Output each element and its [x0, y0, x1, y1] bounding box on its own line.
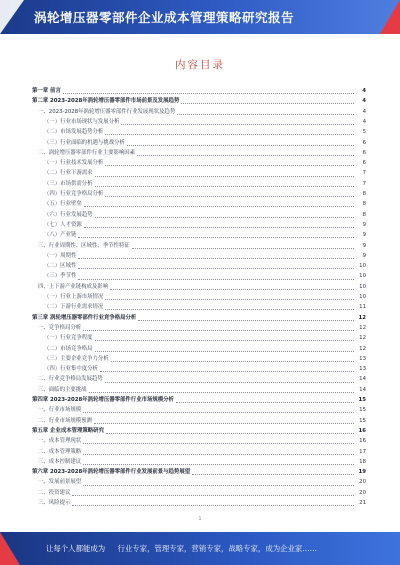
- toc-entry-page: 13: [359, 366, 366, 373]
- toc-leader-dots: [105, 134, 354, 135]
- toc-entry-page: 18: [359, 458, 366, 465]
- toc-leader-dots: [78, 279, 354, 280]
- toc-leader-dots: [95, 351, 354, 352]
- toc-entry-page: 8: [362, 191, 366, 197]
- toc-entry-page: 10: [359, 283, 366, 290]
- toc-entry-page: 15: [358, 397, 366, 403]
- toc-entry[interactable]: [38, 489, 366, 498]
- toc-entry-label: 一、发展前景展望: [38, 479, 82, 486]
- toc-entry-page: 4: [362, 88, 366, 94]
- toc-entry-page: 9: [362, 242, 366, 249]
- toc-entry[interactable]: [38, 283, 366, 292]
- toc-leader-dots: [177, 114, 354, 115]
- toc-entry[interactable]: [38, 375, 366, 384]
- toc-leader-dots: [132, 248, 354, 249]
- footer-slogan: [46, 543, 386, 554]
- toc-entry-label: 一、成本管理现状: [38, 438, 82, 445]
- toc-entry-label: （一）行业竞争程度: [44, 335, 93, 342]
- toc-entry-page: 6: [362, 139, 366, 146]
- toc-entry-label: 第四章 2023-2028年涡轮增压器零部件行业市场规模分析: [32, 397, 174, 403]
- toc-entry[interactable]: [38, 437, 366, 446]
- toc-entry-label: 第三章 涡轮增压器零部件行业竞争格局分析: [32, 314, 137, 321]
- toc-entry-label: （三）主要企业竞争力分析: [44, 355, 109, 362]
- toc-entry[interactable]: [44, 221, 366, 230]
- toc-entry-page: 14: [359, 386, 366, 393]
- toc-entry-page: 14: [359, 376, 366, 383]
- toc-entry[interactable]: [38, 478, 366, 487]
- toc-leader-dots: [176, 402, 354, 403]
- toc-leader-dots: [89, 392, 354, 393]
- toc-entry-page: 4: [362, 98, 366, 105]
- page-number: 1: [198, 516, 202, 522]
- toc-entry-label: 第二章 2023-2028年涡轮增压器零部件市场前景及发展趋势: [32, 98, 180, 105]
- footer-slogan-sub: 行业专家，管理专家，营销专家，战略专家，成为企业家……: [117, 544, 318, 553]
- toc-leader-dots: [83, 464, 354, 465]
- toc-leader-dots: [137, 155, 354, 156]
- toc-leader-dots: [83, 443, 354, 444]
- toc-leader-dots: [83, 454, 354, 455]
- toc-leader-dots: [127, 145, 354, 146]
- page-header: [0, 0, 400, 34]
- toc-leader-dots: [95, 186, 354, 187]
- toc-leader-dots: [105, 299, 354, 300]
- toc-entry-page: 20: [359, 489, 366, 496]
- toc-entry-page: 4: [362, 118, 366, 125]
- toc-leader-dots: [100, 371, 354, 372]
- toc-entry-label: 四、上下游产业链构成及影响: [38, 283, 109, 290]
- toc-entry-page: 13: [359, 355, 366, 362]
- toc-entry-label: （三）季节性: [44, 273, 77, 280]
- toc-entry-label: （一）周期性: [44, 252, 77, 259]
- toc-entry-page: 7: [362, 170, 366, 177]
- toc-entry[interactable]: [32, 427, 366, 436]
- toc-entry-label: （一）行业上游市场情况: [44, 294, 104, 300]
- toc-entry[interactable]: [44, 169, 366, 178]
- toc-heading: 内容目录: [175, 59, 225, 71]
- toc-leader-dots: [95, 340, 354, 341]
- toc-entry[interactable]: [44, 272, 366, 281]
- toc-leader-dots: [94, 423, 354, 424]
- toc-entry-label: （二）行业下游需求: [44, 170, 93, 177]
- toc-leader-dots: [105, 309, 354, 310]
- toc-entry[interactable]: [38, 149, 366, 158]
- toc-entry[interactable]: [44, 345, 366, 354]
- toc-entry-label: （四）行业竞争格局分析: [44, 191, 104, 197]
- toc-entry[interactable]: [38, 324, 366, 333]
- toc-entry[interactable]: [44, 211, 366, 220]
- toc-leader-dots: [95, 217, 354, 218]
- toc-leader-dots: [72, 505, 354, 506]
- toc-entry-page: 21: [359, 500, 366, 506]
- toc-entry[interactable]: [44, 303, 366, 312]
- toc-entry[interactable]: [38, 499, 366, 508]
- toc-entry-page: 9: [362, 221, 366, 228]
- header-corner-decoration: [0, 0, 24, 34]
- toc-entry[interactable]: [44, 128, 366, 137]
- toc-entry-page: 9: [362, 252, 366, 259]
- toc-entry-page: 15: [359, 417, 366, 424]
- toc-entry-page: 6: [362, 149, 366, 156]
- toc-entry[interactable]: [44, 118, 366, 127]
- toc-entry-label: 一、2023-2028年涡轮增压器零部件行业发展现状及趋势: [38, 108, 176, 115]
- toc-entry[interactable]: [38, 108, 366, 117]
- toc-leader-dots: [105, 196, 354, 197]
- toc-entry-page: 5: [362, 129, 366, 136]
- toc-entry-label: 三、风险提示: [38, 500, 71, 506]
- toc-entry-label: （二）市场竞争格局: [44, 345, 93, 352]
- toc-entry[interactable]: [38, 406, 366, 415]
- toc-entry[interactable]: [44, 190, 366, 199]
- report-title: 涡轮增压器零部件企业成本管理策略研究报告: [34, 10, 295, 25]
- toc-entry-label: 第五章 企业成本管理策略研究: [32, 427, 104, 434]
- toc-entry[interactable]: [32, 87, 366, 96]
- toc-entry-page: 12: [358, 314, 366, 321]
- toc-entry-label: 二、涡轮增压器零部件行业主要影响因素: [38, 149, 136, 156]
- toc-leader-dots: [78, 237, 354, 238]
- toc-leader-dots: [84, 206, 354, 207]
- toc-entry[interactable]: [32, 396, 366, 405]
- toc-leader-dots: [78, 268, 354, 269]
- toc-entry[interactable]: [32, 468, 366, 477]
- toc-entry[interactable]: [38, 458, 366, 467]
- toc-entry[interactable]: [38, 448, 366, 457]
- toc-entry-page: 6: [362, 160, 366, 167]
- toc-entry-page: 10: [359, 263, 366, 270]
- toc-leader-dots: [121, 124, 354, 125]
- toc-entry[interactable]: [44, 355, 366, 364]
- toc-leader-dots: [138, 320, 354, 321]
- toc-entry-label: 第一章 前言: [32, 88, 61, 94]
- toc-entry-label: 二、行业市场规模预测: [38, 417, 92, 424]
- toc-entry-page: 15: [359, 407, 366, 414]
- toc-entry[interactable]: [38, 386, 366, 395]
- toc-entry-page: 12: [359, 324, 366, 331]
- toc-leader-dots: [111, 361, 354, 362]
- toc-leader-dots: [105, 165, 354, 166]
- toc-entry-page: 4: [362, 108, 366, 115]
- toc-entry-label: 三、面临的主要挑战: [38, 386, 87, 393]
- toc-entry[interactable]: [44, 293, 366, 302]
- toc-entry-label: 二、投资建议: [38, 489, 71, 496]
- toc-entry-page: 8: [362, 211, 366, 218]
- toc-leader-dots: [106, 433, 354, 434]
- toc-entry-page: 16: [358, 427, 366, 434]
- toc-entry-page: 12: [359, 335, 366, 342]
- toc-leader-dots: [110, 289, 354, 290]
- page-footer: [0, 532, 400, 565]
- toc-entry-page: 10: [359, 294, 366, 300]
- toc-entry-label: （六）行业发展趋势: [44, 211, 93, 218]
- toc-entry-page: 19: [358, 469, 366, 476]
- toc-entry-label: 三、成本控制建议: [38, 458, 82, 465]
- toc-entry-page: 16: [359, 438, 366, 445]
- toc-leader-dots: [63, 93, 354, 94]
- toc-leader-dots: [192, 474, 354, 475]
- toc-entry-label: 二、行业竞争格局发展趋势: [38, 376, 103, 383]
- toc-entry-label: （三）市场供需分析: [44, 180, 93, 187]
- toc-entry-label: 一、竞争格局分析: [38, 324, 82, 331]
- toc-entry-page: 8: [362, 201, 366, 208]
- toc-leader-dots: [72, 495, 354, 496]
- toc-entry-label: （一）行业技术发展分析: [44, 160, 104, 167]
- toc-entry[interactable]: [44, 334, 366, 343]
- toc-entry[interactable]: [32, 97, 366, 106]
- toc-entry-label: 一、行业市场规模: [38, 407, 82, 414]
- toc-entry-label: 第六章 2023-2028年涡轮增压器零部件行业发展前景与趋势展望: [32, 469, 191, 476]
- toc-entry-label: （七）人才资源: [44, 221, 82, 228]
- toc-leader-dots: [78, 258, 354, 259]
- toc-entry-page: 7: [362, 180, 366, 187]
- toc-entry[interactable]: [44, 262, 366, 271]
- toc-leader-dots: [83, 412, 354, 413]
- toc-entry[interactable]: [44, 231, 366, 240]
- toc-entry-label: （二）区域性: [44, 263, 77, 270]
- toc-entry[interactable]: [44, 159, 366, 168]
- footer-red-accent: [0, 532, 20, 565]
- toc-entry-page: 20: [359, 479, 366, 486]
- toc-leader-dots: [83, 330, 354, 331]
- toc-entry-label: （八）产业链: [44, 232, 77, 239]
- toc-leader-dots: [95, 176, 354, 177]
- toc-entry-label: 三、行业周期性、区域性、季节性特征: [38, 242, 130, 249]
- toc-entry-label: （二）市场发展趋势分析: [44, 129, 104, 136]
- footer-slogan-main: 让每个人都能成为: [46, 544, 106, 553]
- toc-entry-label: 二、成本管理策略: [38, 448, 82, 455]
- toc-leader-dots: [83, 485, 354, 486]
- toc-entry-page: 17: [359, 448, 366, 455]
- toc-entry-label: （四）行业集中度分析: [44, 366, 98, 373]
- toc-entry-page: 9: [362, 232, 366, 239]
- toc-leader-dots: [181, 103, 354, 104]
- toc-entry[interactable]: [38, 242, 366, 251]
- toc-entry[interactable]: [44, 252, 366, 261]
- toc-entry-label: （二）下游行业需求情况: [44, 304, 104, 311]
- toc-entry-page: 12: [359, 345, 366, 352]
- toc-leader-dots: [84, 227, 354, 228]
- toc-entry[interactable]: [38, 417, 366, 426]
- toc-entry-label: （五）行业壁垒: [44, 201, 82, 208]
- toc-entry[interactable]: [44, 200, 366, 209]
- toc-entry[interactable]: [44, 180, 366, 189]
- toc-entry[interactable]: [32, 314, 366, 323]
- toc-entry-label: （三）行业面临的机遇与挑战分析: [44, 139, 125, 146]
- toc-entry-page: 10: [359, 273, 366, 280]
- toc-leader-dots: [105, 382, 354, 383]
- toc-entry-page: 11: [359, 304, 366, 311]
- toc-entry-label: （一）行业市场现状与发展分析: [44, 118, 120, 125]
- toc-entry[interactable]: [44, 139, 366, 148]
- toc-entry[interactable]: [44, 365, 366, 374]
